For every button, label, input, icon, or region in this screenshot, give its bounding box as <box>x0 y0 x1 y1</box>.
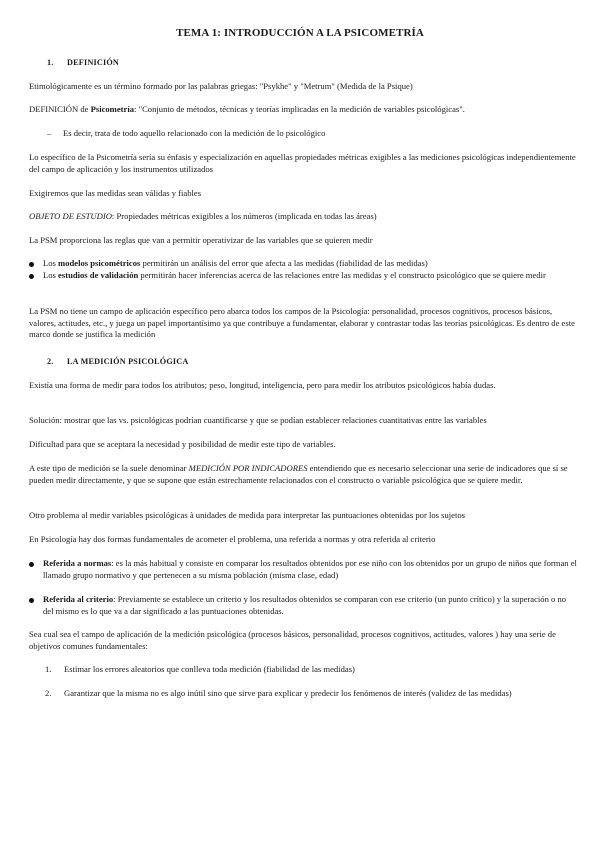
section-title: LA MEDICIÓN PSICOLÓGICA <box>67 357 189 366</box>
document-page: TEMA 1: INTRODUCCIÓN A LA PSICOMETRÍA 1. DEFINICIÓN Etimológicamente es un término formado por las palabras griegas: "Psykhe" y "Metrum" (Medida de la Psique) DEFINICIÓN de Psicometría: "Conjunto de métodos, técnicas y teorías implicadas en la medición de variables psicológicas". – Es decir, trata de todo aquello relacionado con la medición de lo psicológico Lo específico de la Psicometría sería su énfasis y especialización en aquellas propiedades métricas exigibles a las mediciones psicológicas independientemente del campo de aplicación y los instrumentos utilizados Exigiremos que las medidas sean válidas y fiables OBJETO DE ESTUDIO: Propiedades métricas exigibles a los números (implicada en todas las áreas) La PSM proporciona las reglas que van a permitir operativizar de las variables que se quieren medir Los modelos psicométricos permitirán un análisis del error que afecta a las medidas (fiabilidad de las medidas) Los estudios de validación permitirán hacer inferencias acerca de las relaciones entre las medidas y el constructo psicológico que se quiere medir La PSM no tiene un campo de aplicación específico pero abarca todos los campos de la Psicología: personalidad, procesos cognitivos, procesos básicos, valores, actitudes, etc., y juega un papel importantísimo ya que contribuye a fundamentar, elaborar y contrastar todas las teorías psicológicas. Es dentro de este marco donde se justifica la medición 2. LA MEDICIÓN PSICOLÓGICA Existía una forma de medir para todos los atributos; peso, longitud, inteligencia, pero para medir los atributos psicológicos había dudas. Solución: mostrar que las vs. psicológicas podrían cuantificarse y que se podían establecer relaciones cuantitativas entre las variables Dificultad para que se aceptara la necesidad y posibilidad de medir este tipo de variables. A este tipo de medición se la suele denominar MEDICIÓN POR INDICADORES entendiendo que es necesario seleccionar una serie de indicadores que sí se pueden medir directamente, y que se supone que están estrechamente relacionados con el constructo o variable psicológica que se quiere medir. Otro problema al medir variables psicológicas à unidades de medida para interpretar las puntuaciones obtenidas por los sujetos En Psicología hay dos formas fundamentales de acometer el problema, una referida a normas y otra referida al criterio Referida a normas: es la más habitual y consiste en comparar los resultados obtenidos por ese niño con los obtenidos por un grupo de niños que forman el llamado grupo normativo y que pertenecen a su misma población (misma clase, edad) Referida al criterio: Previamente se establece un criterio y los resultados obtenidos se comparan con ese criterio (un punto crítico) y la superación o no del mismo es lo que va a dar significado a las puntuaciones obtenidas. Sea cual sea el campo de aplicación de la medición psicológica (procesos básicos, personalidad, procesos cognitivos, actitudes, valores ) hay una serie de objetivos comunes fundamentales: 1. Estimar los errores aleatorios que conlleva toda medición (fiabilidad de las medidas) 2. Garantizar que la misma no es algo inútil sino que sirve para explicar y predecir los fenómenos de interés (validez de las medidas) <box>0 0 600 848</box>
bullet-dot-icon <box>29 598 34 603</box>
paragraph-dos-formas: En Psicología hay dos formas fundamentales de acometer el problema, una referida a normas y otra referida al criterio <box>29 534 436 544</box>
dash-marker: – <box>47 128 52 138</box>
bullet-bold: Referida al criterio <box>43 594 114 604</box>
definicion-label: DEFINICIÓN de <box>29 104 91 114</box>
bullet-dot-icon <box>29 274 34 279</box>
item-text: Estimar los errores aleatorios que conlleva toda medición (fiabilidad de las medidas) <box>64 664 355 674</box>
section-heading-definicion <box>47 57 119 69</box>
bullet-dot-icon <box>29 262 34 267</box>
indicadores-term: MEDICIÓN POR INDICADORES <box>188 463 308 473</box>
item-number: 1. <box>45 664 52 674</box>
paragraph-objetivos: Sea cual sea el campo de aplicación de la medición psicológica (procesos básicos, personalidad, procesos cognitivos, actitudes, valores ) hay una serie de objetivos comunes fundamentales: <box>29 629 556 651</box>
definicion-text: : "Conjunto de métodos, técnicas y teorías implicadas en la medición de variables psicológicas". <box>134 104 465 114</box>
paragraph-exigiremos: Exigiremos que las medidas sean válidas y fiables <box>29 188 202 198</box>
dash-item: Es decir, trata de todo aquello relacionado con la medición de lo psicológico <box>63 128 326 138</box>
objeto-text: : Propiedades métricas exigibles a los números (implicada en todas las áreas) <box>111 211 377 221</box>
paragraph-especifico: Lo específico de la Psicometría sería su énfasis y especialización en aquellas propiedades métricas exigibles a las mediciones psicológicas independientemente del campo de aplicación y los instrumentos utilizados <box>29 152 576 174</box>
bullet-bold: Referida a normas <box>43 558 112 568</box>
section-title: DEFINICIÓN <box>67 58 120 67</box>
objeto-label: OBJETO DE ESTUDIO <box>29 211 112 221</box>
item-number: 2. <box>45 688 52 698</box>
bullet-bold: estudios de validación <box>58 270 139 280</box>
paragraph-indicadores: A este tipo de medición se la suele denominar MEDICIÓN POR INDICADORES entendiendo que es necesario seleccionar una serie de indicadores que sí se pueden medir directamente, y que se supone que están estrechamente relacionados con el constructo o variable psicológica que se quiere medir. <box>29 463 568 485</box>
paragraph-otro-problema: Otro problema al medir variables psicológicas à unidades de medida para interpretar las puntuaciones obtenidas por los sujetos <box>29 510 465 520</box>
paragraph-dificultad: Dificultad para que se aceptara la necesidad y posibilidad de medir este tipo de variables. <box>29 439 336 449</box>
section-number: 1. <box>47 58 54 67</box>
bullet-bold: modelos psicométricos <box>58 258 141 268</box>
section-number: 2. <box>47 357 54 366</box>
paragraph-objeto <box>29 211 577 223</box>
item-text: Garantizar que la misma no es algo inútil sino que sirve para explicar y predecir los fenómenos de interés (validez de las medidas) <box>64 688 512 698</box>
paragraph-psm-campo: La PSM no tiene un campo de aplicación específico pero abarca todos los campos de la Psicología: personalidad, procesos cognitivos, procesos básicos, valores, actitudes, etc., y juega un papel importantísimo ya que contribuye a fundamentar, elaborar y contrastar todas las teorías psicológicas. Es dentro de este marco donde se justifica la medición <box>29 306 575 339</box>
definicion-term: Psicometría <box>90 104 135 114</box>
paragraph-definicion <box>29 104 577 116</box>
paragraph-existia: Existía una forma de medir para todos los atributos; peso, longitud, inteligencia, pero para medir los atributos psicológicos había dudas. <box>29 380 496 390</box>
document-title: TEMA 1: INTRODUCCIÓN A LA PSICOMETRÍA <box>176 27 424 39</box>
paragraph-psm-reglas: La PSM proporciona las reglas que van a permitir operativizar de las variables que se quieren medir <box>29 235 373 245</box>
section-heading-medicion <box>47 356 189 368</box>
bullet-dot-icon <box>29 562 34 567</box>
paragraph-solucion: Solución: mostrar que las vs. psicológicas podrían cuantificarse y que se podían establecer relaciones cuantitativas entre las variables <box>29 415 487 425</box>
paragraph-etimologia: Etimológicamente es un término formado por las palabras griegas: "Psykhe" y "Metrum" (Medida de la Psique) <box>29 81 413 91</box>
